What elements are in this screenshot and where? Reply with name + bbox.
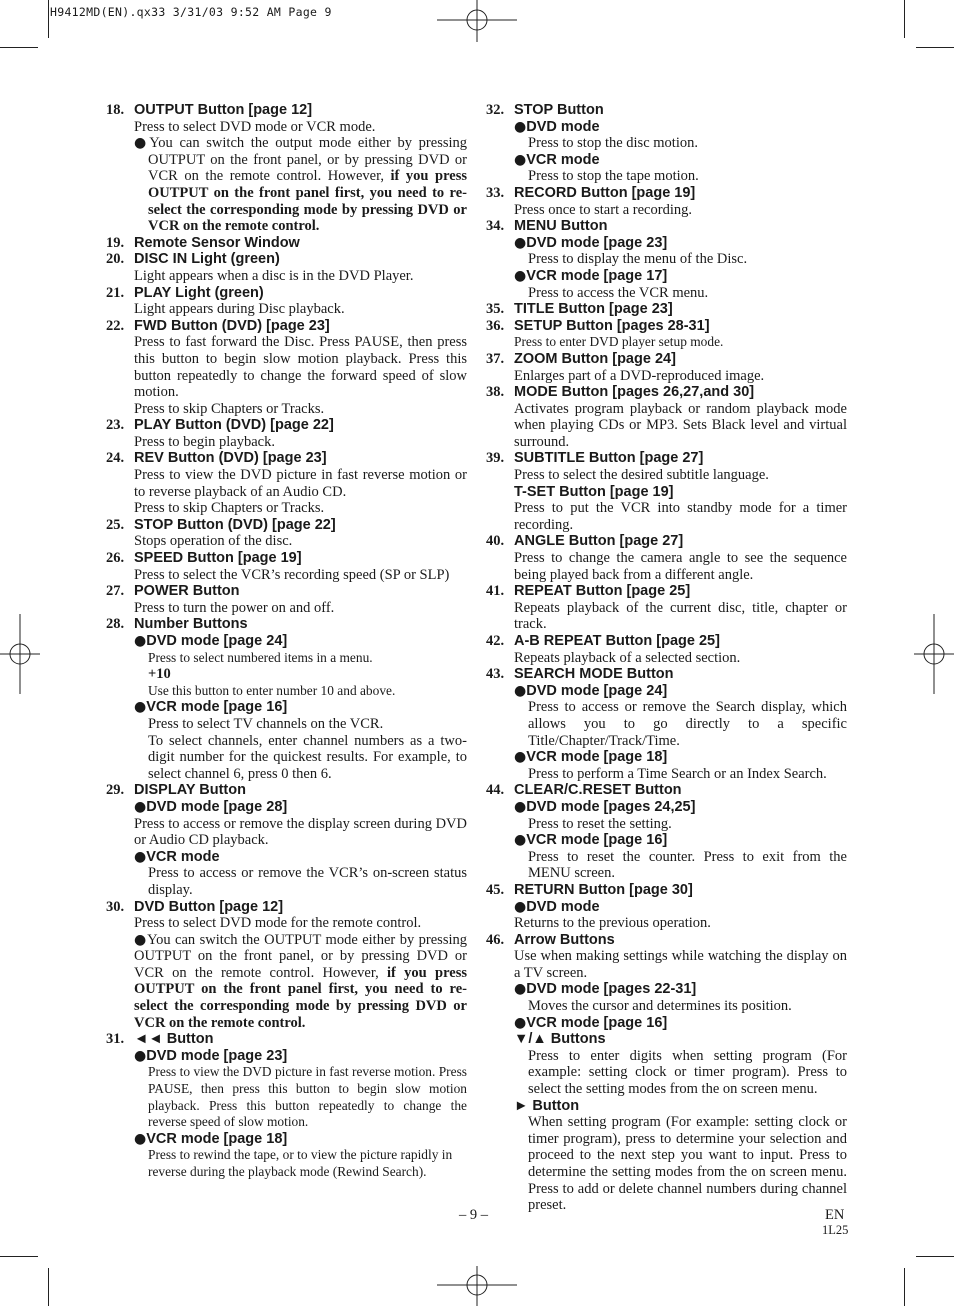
bullet-icon: ● bbox=[134, 848, 147, 865]
mode-label: VCR mode [page 17] bbox=[526, 267, 668, 284]
entry-text: Press to select the desired subtitle language. bbox=[514, 467, 769, 484]
mode-heading bbox=[514, 683, 847, 700]
mode-text: Press to view the DVD picture in fast reverse motion. Press PAUSE, then press this button to begin slow motion playback. Press this button repeatedly to change the reverse speed of slow motion. bbox=[148, 1064, 467, 1130]
mode-text: Press to access the VCR menu. bbox=[528, 284, 709, 301]
mode-text: Moves the cursor and determines its position. bbox=[528, 998, 792, 1015]
mode-label: VCR mode [page 16] bbox=[526, 1014, 668, 1031]
mode-heading bbox=[134, 1048, 467, 1065]
sub-heading: ► Button bbox=[514, 1097, 580, 1114]
mode-label: VCR mode bbox=[146, 848, 220, 865]
entry-title: SETUP Button [pages 28-31] bbox=[514, 317, 710, 334]
entry-number: 36. bbox=[486, 317, 505, 334]
bullet-icon: ● bbox=[514, 118, 527, 135]
entry-18 bbox=[106, 102, 467, 235]
entry-title: Number Buttons bbox=[134, 616, 248, 633]
mode-text: Press to rewind the tape, or to view the picture rapidly in reverse during the playback mode (Rewind Search). bbox=[148, 1147, 453, 1179]
entry-number: 41. bbox=[486, 583, 505, 600]
entry-title: Arrow Buttons bbox=[514, 931, 615, 948]
entry-text: Press to enter DVD player setup mode. bbox=[514, 334, 724, 350]
bullet-icon: ● bbox=[514, 749, 527, 766]
entry-number: 39. bbox=[486, 450, 505, 467]
entry-text: Enlarges part of a DVD-reproduced image. bbox=[514, 367, 765, 384]
entry-title: PLAY Light (green) bbox=[134, 284, 264, 301]
entry-text: Repeats playback of the current disc, title, chapter or track. bbox=[514, 599, 847, 633]
entry-text: Light appears during Disc playback. bbox=[134, 301, 345, 318]
entry-text: Press to change the camera angle to see the sequence being played back from a different angle. bbox=[514, 550, 847, 583]
entry-text: Returns to the previous operation. bbox=[514, 915, 711, 932]
mode-heading bbox=[134, 849, 467, 866]
entry-title: REV Button (DVD) [page 23] bbox=[134, 450, 327, 467]
mode-label: DVD mode bbox=[526, 118, 600, 135]
entry-30 bbox=[106, 899, 467, 1032]
mode-label: DVD mode [page 23] bbox=[526, 234, 668, 251]
entry-text: Press to skip Chapters or Tracks. bbox=[134, 400, 325, 417]
entry-number: 20. bbox=[106, 251, 125, 268]
mode-heading bbox=[134, 699, 467, 716]
entry-title: ANGLE Button [page 27] bbox=[514, 533, 684, 550]
mode-label: DVD mode bbox=[526, 898, 600, 915]
entry-text: Press to turn the power on and off. bbox=[134, 599, 335, 616]
entry-title: STOP Button (DVD) [page 22] bbox=[134, 516, 336, 533]
entry-40 bbox=[486, 533, 847, 583]
crop-mark bbox=[904, 1268, 905, 1306]
entry-title: RECORD Button [page 19] bbox=[514, 184, 696, 201]
mode-label: DVD mode [page 24] bbox=[526, 682, 668, 699]
entry-number: 19. bbox=[106, 234, 125, 251]
entry-title: SEARCH MODE Button bbox=[514, 666, 674, 683]
entry-number: 33. bbox=[486, 184, 505, 201]
entry-title: POWER Button bbox=[134, 583, 240, 600]
bullet-icon: ● bbox=[134, 1047, 147, 1064]
mode-heading bbox=[514, 1015, 847, 1032]
mode-text: Use this button to enter number 10 and above. bbox=[148, 682, 396, 698]
mode-heading bbox=[514, 749, 847, 766]
note-emphasis: if you press OUTPUT on the front panel first, you need to re-select the corresponding mode by pressing DVD or VCR on the remote control. bbox=[134, 964, 467, 1031]
entry-27 bbox=[106, 583, 467, 616]
entry-number: 28. bbox=[106, 616, 125, 633]
mode-heading bbox=[134, 799, 467, 816]
entry-20 bbox=[106, 251, 467, 284]
entry-text: Activates program playback or random playback mode when playing CDs or MP3. Sets Black level and virtual surround. bbox=[514, 400, 847, 450]
registration-mark-bottom bbox=[437, 1266, 517, 1306]
entry-text: Press to view the DVD picture in fast reverse motion or to reverse playback of an Audio CD. bbox=[134, 467, 467, 500]
entry-44 bbox=[486, 782, 847, 882]
mode-text: Press to perform a Time Search or an Index Search. bbox=[528, 765, 827, 782]
mode-heading bbox=[514, 119, 847, 136]
bullet-note bbox=[134, 932, 467, 1032]
entry-number: 43. bbox=[486, 666, 505, 683]
entry-title: SPEED Button [page 19] bbox=[134, 550, 302, 567]
crop-mark bbox=[904, 0, 905, 38]
mode-label: DVD mode [page 28] bbox=[146, 798, 288, 815]
bullet-icon: ● bbox=[514, 981, 527, 998]
entry-number: 42. bbox=[486, 633, 505, 649]
entry-39 bbox=[486, 450, 847, 533]
entry-title: A-B REPEAT Button [page 25] bbox=[514, 633, 720, 649]
bullet-icon: ● bbox=[514, 267, 527, 284]
page-number: – 9 – bbox=[459, 1207, 488, 1223]
crop-mark bbox=[916, 47, 954, 48]
mode-text: Press to access or remove the display screen during DVD or Audio CD playback. bbox=[134, 815, 468, 849]
mode-text: Press to select TV channels on the VCR. bbox=[148, 715, 384, 732]
entry-title: REPEAT Button [page 25] bbox=[514, 583, 691, 600]
bullet-icon: ● bbox=[134, 699, 147, 716]
entry-number: 32. bbox=[486, 102, 505, 118]
mode-text: Press to reset the setting. bbox=[528, 815, 672, 832]
note-text: You can switch the output mode either by pressing OUTPUT on the front panel, or by pressing DVD or VCR on the remote control. However, bbox=[148, 135, 468, 185]
entry-number: 45. bbox=[486, 881, 505, 898]
mode-text: Press to display the menu of the Disc. bbox=[528, 251, 748, 268]
mode-label: VCR mode [page 18] bbox=[146, 1130, 288, 1147]
mode-heading bbox=[514, 899, 847, 916]
mode-label: DVD mode [pages 24,25] bbox=[526, 798, 696, 815]
entry-number: 46. bbox=[486, 931, 505, 948]
entry-number: 44. bbox=[486, 782, 505, 799]
entry-title: ◄◄ Button bbox=[134, 1031, 214, 1048]
left-column bbox=[106, 102, 467, 1181]
entry-text: Press to fast forward the Disc. Press PAUSE, then press this button to begin slow motion playback. Press this button repeatedly to change the forward speed of slow motion. bbox=[134, 334, 467, 401]
mode-label: DVD mode [page 23] bbox=[146, 1047, 288, 1064]
entry-22 bbox=[106, 318, 467, 418]
entry-title: OUTPUT Button [page 12] bbox=[134, 102, 313, 118]
entry-text: Press to skip Chapters or Tracks. bbox=[134, 500, 325, 517]
entry-title: DISC IN Light (green) bbox=[134, 251, 280, 268]
mode-label: VCR mode [page 18] bbox=[526, 749, 668, 766]
entry-33 bbox=[486, 185, 847, 218]
entry-41 bbox=[486, 583, 847, 633]
bullet-icon: ● bbox=[134, 931, 148, 948]
mode-label: VCR mode [page 16] bbox=[146, 699, 288, 716]
mode-heading bbox=[514, 235, 847, 252]
entry-number: 25. bbox=[106, 516, 125, 533]
mode-heading bbox=[134, 1131, 467, 1148]
crop-mark bbox=[48, 1268, 49, 1306]
entry-21 bbox=[106, 285, 467, 318]
entry-subtitle: T-SET Button [page 19] bbox=[514, 483, 674, 500]
entry-title: CLEAR/C.RESET Button bbox=[514, 782, 682, 799]
entry-38 bbox=[486, 384, 847, 450]
mode-text: Press to access or remove the Search display, which allows you to go directly to a specific Title/Chapter/Track/Time. bbox=[528, 699, 847, 749]
mode-label: DVD mode [page 24] bbox=[146, 633, 288, 649]
entry-number: 22. bbox=[106, 317, 125, 334]
entry-title: SUBTITLE Button [page 27] bbox=[514, 450, 704, 467]
entry-text: Light appears when a disc is in the DVD Player. bbox=[134, 267, 414, 284]
mode-heading bbox=[134, 633, 467, 650]
entry-title: FWD Button (DVD) [page 23] bbox=[134, 317, 330, 334]
registration-mark-top bbox=[437, 0, 517, 42]
note-text: You can switch the OUTPUT mode either by pressing OUTPUT on the front panel, or by pressing DVD or VCR on the remote control. However, bbox=[134, 931, 467, 981]
entry-number: 29. bbox=[106, 782, 125, 799]
mode-label: VCR mode [page 16] bbox=[526, 832, 668, 849]
entry-title: DISPLAY Button bbox=[134, 782, 246, 799]
mode-text: Press to stop the tape motion. bbox=[528, 168, 699, 185]
entry-title: MODE Button [pages 26,27,and 30] bbox=[514, 384, 755, 401]
entry-number: 37. bbox=[486, 350, 505, 367]
bullet-icon: ● bbox=[514, 898, 527, 915]
bullet-icon: ● bbox=[134, 1130, 147, 1147]
entry-text: Press to put the VCR into standby mode for a timer recording. bbox=[514, 500, 847, 533]
mode-text: Press to select numbered items in a menu. bbox=[148, 649, 373, 665]
entry-number: 30. bbox=[106, 898, 125, 915]
entry-35 bbox=[486, 301, 847, 318]
entry-number: 24. bbox=[106, 450, 125, 467]
entry-number: 23. bbox=[106, 417, 125, 434]
entry-text: Press to select the VCR’s recording speed (SP or SLP) bbox=[134, 566, 450, 583]
mode-text: Press to access or remove the VCR’s on-screen status display. bbox=[148, 865, 467, 898]
bullet-icon: ● bbox=[134, 135, 150, 152]
mode-text: Press to enter digits when setting program (For example: setting clock or timer program). Press to select the setting modes from the on screen menu. bbox=[528, 1047, 847, 1098]
entry-number: 27. bbox=[106, 583, 125, 600]
mode-heading bbox=[514, 832, 847, 849]
bullet-note bbox=[134, 135, 467, 235]
crop-mark bbox=[0, 1256, 38, 1257]
mode-heading bbox=[514, 799, 847, 816]
bullet-icon: ● bbox=[514, 234, 527, 251]
printer-slug: H9412MD(EN).qx33 3/31/03 9:52 AM Page 9 bbox=[50, 5, 332, 19]
entry-19 bbox=[106, 235, 467, 252]
entry-25 bbox=[106, 517, 467, 550]
entry-text: Stops operation of the disc. bbox=[134, 533, 293, 550]
sub-heading: ▼/▲ Buttons bbox=[514, 1031, 606, 1048]
mode-heading bbox=[514, 152, 847, 169]
entry-text: Repeats playback of a selected section. bbox=[514, 649, 741, 666]
bullet-icon: ● bbox=[514, 151, 527, 168]
entry-28 bbox=[106, 616, 467, 782]
language-code: EN bbox=[825, 1207, 845, 1223]
entry-37 bbox=[486, 351, 847, 384]
crop-mark bbox=[0, 47, 38, 48]
entry-number: 26. bbox=[106, 550, 125, 567]
entry-title: STOP Button bbox=[514, 102, 604, 118]
entry-number: 18. bbox=[106, 102, 125, 118]
entry-45 bbox=[486, 882, 847, 932]
entry-31 bbox=[106, 1031, 467, 1180]
mode-text: +10 bbox=[148, 666, 171, 683]
mode-heading bbox=[514, 268, 847, 285]
crop-mark bbox=[48, 0, 49, 38]
crop-mark bbox=[916, 1256, 954, 1257]
entry-number: 34. bbox=[486, 218, 505, 235]
bullet-icon: ● bbox=[134, 798, 147, 815]
registration-mark-left bbox=[0, 614, 40, 694]
entry-text: Press to select DVD mode or VCR mode. bbox=[134, 118, 376, 135]
entry-number: 35. bbox=[486, 301, 505, 318]
mode-text: When setting program (For example: setting clock or timer program), press to determine your selection and proceed to the next step you want to input. Press to determine the setting modes from the on screen menu. Press to add or delete channel numbers during channel preset. bbox=[528, 1114, 847, 1214]
entry-number: 40. bbox=[486, 533, 505, 550]
entry-title: MENU Button bbox=[514, 218, 608, 235]
entry-text: Press once to start a recording. bbox=[514, 201, 692, 218]
bullet-icon: ● bbox=[514, 1014, 527, 1031]
mode-text: To select channels, enter channel numbers as a two-digit number for the quickest results. For example, to select channel 6, press 0 then 6. bbox=[148, 732, 467, 782]
note-emphasis: if you press OUTPUT on the front panel first, you need to re-select the corresponding mode by pressing DVD or VCR on the remote control. bbox=[148, 168, 467, 235]
bullet-icon: ● bbox=[514, 682, 527, 699]
mode-label: DVD mode [pages 22-31] bbox=[526, 981, 697, 998]
bullet-icon: ● bbox=[134, 633, 147, 649]
bullet-icon: ● bbox=[514, 832, 527, 849]
right-column bbox=[486, 102, 847, 1214]
entry-34 bbox=[486, 218, 847, 301]
entry-29 bbox=[106, 782, 467, 898]
entry-24 bbox=[106, 450, 467, 516]
entry-title: ZOOM Button [page 24] bbox=[514, 350, 676, 367]
entry-26 bbox=[106, 550, 467, 583]
entry-36 bbox=[486, 318, 847, 351]
bullet-icon: ● bbox=[514, 798, 527, 815]
entry-title: Remote Sensor Window bbox=[134, 234, 300, 251]
document-code: 1L25 bbox=[822, 1223, 849, 1237]
entry-title: RETURN Button [page 30] bbox=[514, 881, 693, 898]
registration-mark-right bbox=[914, 614, 954, 694]
mode-text: Press to stop the disc motion. bbox=[528, 135, 698, 152]
entry-number: 31. bbox=[106, 1031, 125, 1048]
mode-text: Press to reset the counter. Press to exit from the MENU screen. bbox=[528, 848, 847, 882]
entry-text: Use when making settings while watching the display on a TV screen. bbox=[514, 948, 847, 981]
entry-46 bbox=[486, 932, 847, 1214]
entry-43 bbox=[486, 666, 847, 782]
entry-title: PLAY Button (DVD) [page 22] bbox=[134, 417, 334, 434]
entry-title: DVD Button [page 12] bbox=[134, 898, 284, 915]
entry-text: Press to select DVD mode for the remote control. bbox=[134, 915, 422, 932]
entry-text: Press to begin playback. bbox=[134, 433, 275, 450]
entry-number: 38. bbox=[486, 384, 505, 401]
entry-number: 21. bbox=[106, 284, 125, 301]
entry-42 bbox=[486, 633, 847, 666]
mode-heading bbox=[514, 981, 847, 998]
mode-label: VCR mode bbox=[526, 151, 600, 168]
entry-23 bbox=[106, 417, 467, 450]
entry-title: TITLE Button [page 23] bbox=[514, 301, 673, 318]
entry-32 bbox=[486, 102, 847, 185]
